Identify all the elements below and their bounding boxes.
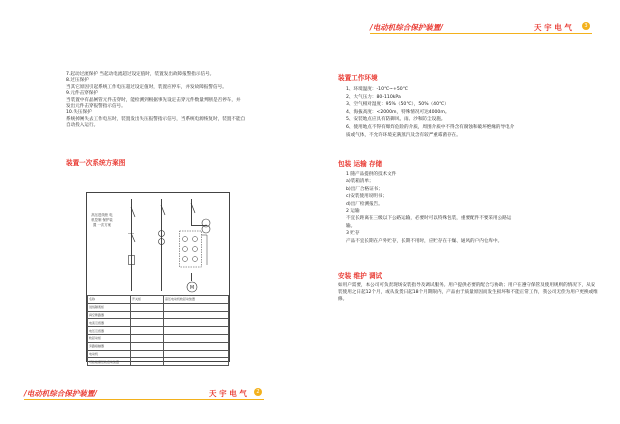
text-line: 系统掉闸失去工作电压时，装置发出失压报警指示信号，当系统电源恢复时，装置不能自 xyxy=(66,116,246,122)
env-item: 1、环境温度：-10℃~+50℃ xyxy=(346,87,408,92)
soft-starter-symbol xyxy=(179,227,209,273)
breaker-symbol xyxy=(155,205,167,217)
table-row xyxy=(88,350,229,358)
text-line: 8.过压保护 xyxy=(66,78,89,84)
table-row xyxy=(88,319,229,327)
installation-paragraph: 如用户需要，本公司可负责现场安装指导及调试服务。用户提供必要的配合与协助；用户在遵守保管及使用规则的情况下，从安装使用之日起12个月，或从发货日起18个月期限内，产品由于质量原因而发生损坏和不能正常工作，我公司无偿为用户更换或维修。 xyxy=(338,283,598,302)
pack-item: 不宜长距离在三级以下公路运输，必要时可以特殊包装，重要配件不要采用公路运 xyxy=(346,216,512,222)
section-title-diagram: 装置一次系统方案图 xyxy=(66,159,126,167)
env-item: 4、海拔高度：<2000m，特殊情况可达4000m。 xyxy=(346,109,450,115)
table-row xyxy=(88,327,229,335)
text-line: 自动投入运行。 xyxy=(66,123,99,129)
table-cell: 电压互感器 xyxy=(88,327,131,335)
svg-text:M: M xyxy=(189,285,195,291)
text-line: 当装置中有晶闸管元件击穿时，能检测到根据事先设定击穿元件数量判断是否停车，并 xyxy=(66,97,241,103)
env-item: 2、大气压力：80-110kPa xyxy=(346,94,401,100)
diagram-side-label: 高压进线柜 电机控制 保护装置 一次方案 xyxy=(91,213,113,227)
pack-item: 输。 xyxy=(346,223,356,229)
table-cell: 电动机 xyxy=(88,350,131,358)
table-row xyxy=(88,311,229,319)
table-row xyxy=(88,334,229,342)
table-cell: 旁路接触器 xyxy=(88,342,131,350)
env-item: 质或气体，不允许环境充满蒸汽及含有较严重霉菌存在。 xyxy=(346,132,461,138)
table-header-cell: 名称 xyxy=(88,296,131,304)
env-item: 3、空气相对湿度：95%（50℃），50%（40℃） xyxy=(346,102,449,108)
fuse-symbol xyxy=(128,255,135,265)
footer-page-number: 2 xyxy=(254,388,262,396)
text-line: 10.失压保护 xyxy=(66,110,92,116)
table-cell: 软起动柜 xyxy=(88,334,131,342)
pack-item: d)出厂检测报告。 xyxy=(346,201,383,207)
table-cell: 真空断路器 xyxy=(88,311,131,319)
table-row xyxy=(88,296,229,304)
table-row xyxy=(88,358,229,366)
text-line: 发出元件击穿报警指示信号。 xyxy=(66,104,126,109)
diagram-table xyxy=(87,295,229,366)
header-rule xyxy=(370,33,592,34)
breaker-symbol xyxy=(125,207,137,219)
system-diagram xyxy=(86,192,230,362)
pack-item: 1 随产品提供的技术文件 xyxy=(346,172,397,177)
header-brand-logo: 天 宇 电 气 xyxy=(534,23,572,32)
footer-rule xyxy=(24,399,264,400)
motor-symbol xyxy=(186,281,198,293)
table-cell: 可控硅高压软启动装置 xyxy=(88,358,131,366)
pack-item: c)安装使用说明书； xyxy=(346,194,388,200)
diagram-line xyxy=(191,225,207,226)
table-cell: 电流互感器 xyxy=(88,319,131,327)
section-title-packaging: 包装 运输 存储 xyxy=(338,160,383,168)
pack-item: a)装箱清单； xyxy=(346,179,374,185)
disconnector-symbol xyxy=(185,203,197,215)
disconnector-symbol xyxy=(125,233,137,243)
env-item: 5、安装地点应具有防御风、雨、沙和防尘设施。 xyxy=(346,117,446,123)
pack-item: b)出厂合格证书； xyxy=(346,186,383,192)
section-title-installation: 安装 维护 调试 xyxy=(338,272,383,280)
header-page-number: 3 xyxy=(582,22,590,30)
current-transformer-symbol xyxy=(157,229,166,247)
table-header-cell: 开关柜 xyxy=(131,296,164,304)
header-tagline: /电动机综合保护装置/ xyxy=(370,23,443,32)
diagram-line xyxy=(191,273,192,281)
pack-item: 产品不宜长期在户外贮存，长期不用时，应贮存在干燥、通风的户内仓库中。 xyxy=(346,238,503,244)
table-row xyxy=(88,303,229,311)
pack-item: 3 贮存 xyxy=(346,231,360,237)
section-title-environment: 装置工作环境 xyxy=(338,74,378,82)
env-item: 6、使用地点不得有爆炸危险的介质，周围介质中不得含有腐蚀和破坏绝缘的导电介 xyxy=(346,125,515,130)
pack-item: 2 运输 xyxy=(346,209,360,214)
table-row xyxy=(88,342,229,350)
table-header-cell: 高压电动机软起动装置 xyxy=(164,296,229,304)
text-line: 当其它原因引起系统工作电压超过设定值时，装置应停车，并发故障报警信号。 xyxy=(66,84,227,90)
table-cell: 进线隔离柜 xyxy=(88,303,131,311)
footer-tagline: /电动机综合保护装置/ xyxy=(24,389,97,398)
footer-brand-logo: 天 宇 电 气 xyxy=(209,389,247,398)
text-line: 7.起动过流保护 当起动电流超过设定值时，装置发出故障报警指示信号。 xyxy=(66,72,215,77)
text-line: 9.元件击穿保护 xyxy=(66,91,98,97)
